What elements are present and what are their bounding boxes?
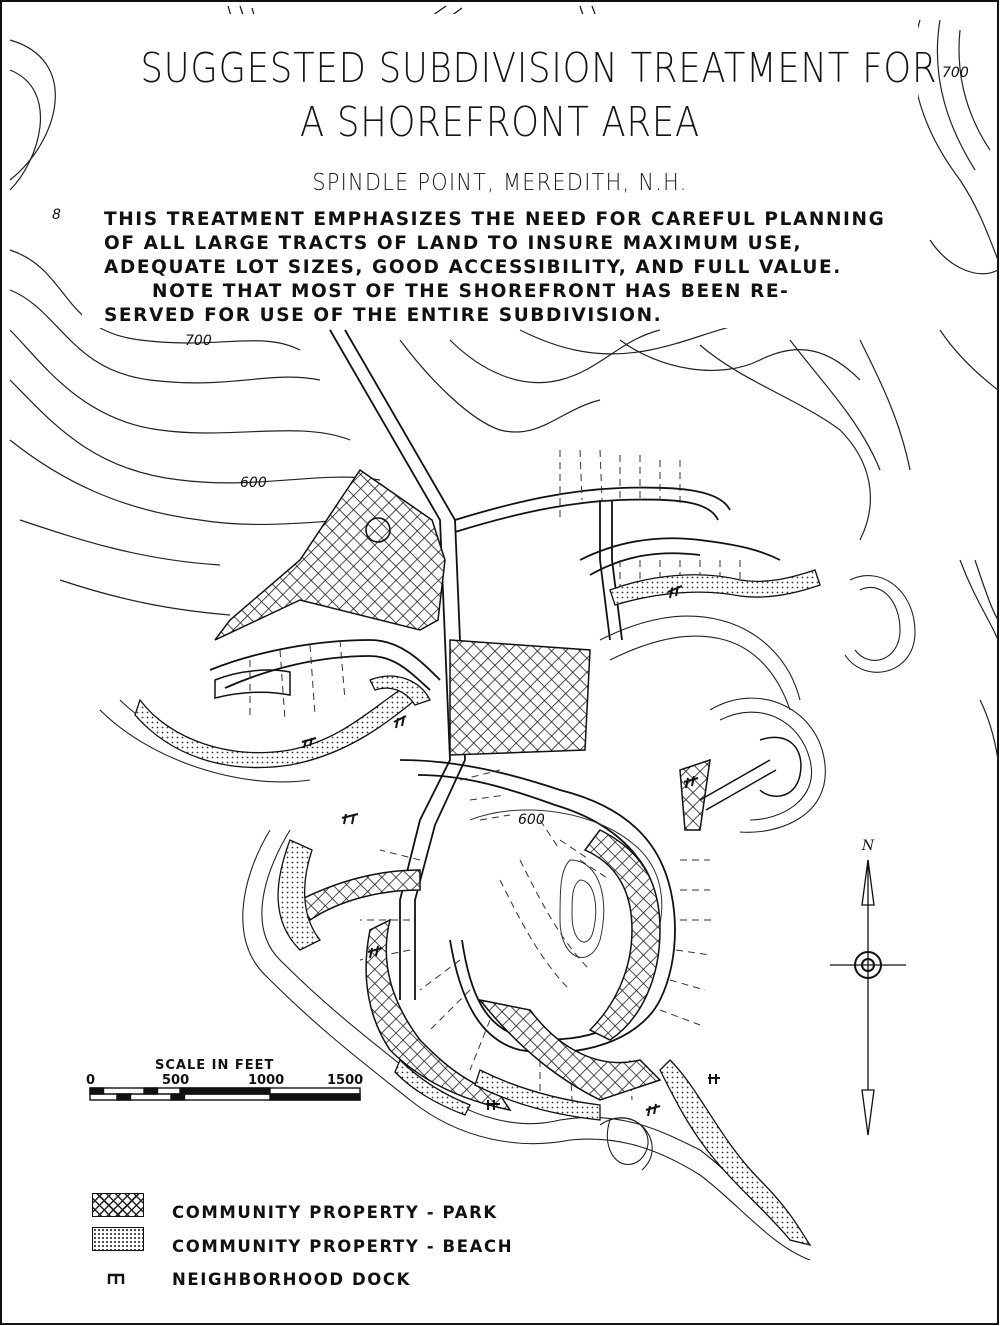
loop-road [215,670,290,698]
scale-tick: 1000 [248,1073,285,1088]
legend-beach-swatch [92,1227,144,1251]
contour-label: 700 [942,65,969,81]
scale-title: SCALE IN FEET [155,1058,275,1073]
description-line: SERVED FOR USE OF THE ENTIRE SUBDIVISION. [104,305,663,326]
scale-tick: 1500 [327,1073,364,1088]
north-arrow-icon [830,860,906,1135]
scale-tick: 500 [162,1073,190,1088]
description-line: ADEQUATE LOT SIZES, GOOD ACCESSIBILITY, AND FULL VALUE. [104,257,842,278]
legend-park-label: COMMUNITY PROPERTY - PARK [172,1203,498,1222]
legend-beach-label: COMMUNITY PROPERTY - BEACH [172,1237,514,1256]
contour-label: 600 [240,475,267,491]
park-areas [215,470,710,1110]
contour-label: 600 [518,812,545,828]
description-text [104,208,904,328]
map-title-line-2: A SHOREFRONT AREA [299,98,701,146]
north-label: N [861,838,875,854]
description-line: OF ALL LARGE TRACTS OF LAND TO INSURE MAXIMUM USE, [104,233,803,254]
map-subtitle: SPINDLE POINT, MEREDITH, N.H. [312,170,688,196]
scale-tick: 0 [86,1073,96,1088]
legend-dock-label: NEIGHBORHOOD DOCK [172,1270,412,1289]
contour-label: 8 [52,207,61,223]
contour-label: 700 [185,333,212,349]
map-title-line-1: SUGGESTED SUBDIVISION TREATMENT FOR [140,44,938,92]
dock-icon [107,1273,125,1285]
description-line: NOTE THAT MOST OF THE SHOREFRONT HAS BEEN RE- [152,281,790,302]
scale-bar [90,1088,360,1100]
description-line: THIS TREATMENT EMPHASIZES THE NEED FOR CAREFUL PLANNING [104,209,886,230]
causeway [700,737,801,810]
legend-park-swatch [92,1193,144,1217]
